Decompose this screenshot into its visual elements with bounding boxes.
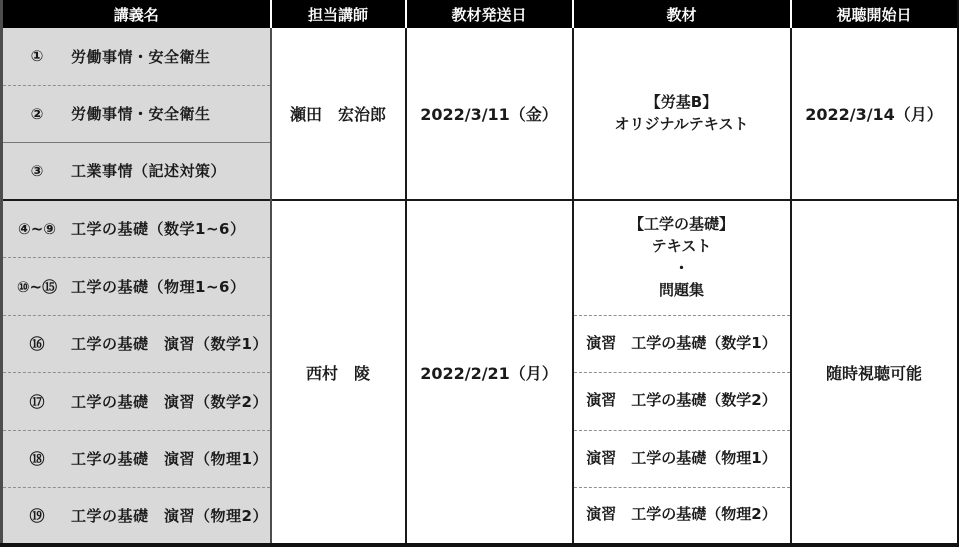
start-date-cell: 2022/3/14（月） [791, 28, 958, 200]
start-date-cell: 随時視聴可能 [791, 200, 958, 545]
lecture-number: ⑰ [29, 392, 45, 411]
header-cell-lecture-name: 講義名 [2, 0, 271, 28]
lecture-name: 工学の基礎 演習（数学2） [71, 392, 268, 411]
lecture-cell [2, 200, 271, 257]
lecture-name: 工学の基礎（数学1~6） [71, 220, 246, 239]
lecture-name: 労働事情・安全衛生 [71, 47, 211, 66]
table-row [2, 200, 958, 257]
lecture-cell [2, 372, 271, 430]
lecture-name: 工学の基礎（物理1~6） [71, 277, 246, 296]
lecture-name: 工学の基礎 演習（数学1） [71, 335, 268, 353]
lecture-name: 工学の基礎 演習（物理2） [71, 506, 268, 525]
lecture-name: 工業事情（記述対策） [71, 162, 227, 181]
lecture-cell [2, 142, 271, 200]
table-header [2, 0, 958, 28]
lecture-name: 工学の基礎 演習（物理1） [71, 450, 268, 468]
material-line: 【工学の基礎】 [628, 215, 734, 234]
ship-date-cell: 2022/3/11（金） [406, 28, 573, 200]
materials-cell [573, 28, 791, 200]
material-line: 【労基B】 [645, 92, 718, 111]
materials-cell: 演習 工学の基礎（数学1） [573, 315, 791, 372]
lecture-number: ③ [30, 161, 44, 180]
materials-cell: 演習 工学の基礎（物理2） [573, 487, 791, 545]
lecture-cell [2, 85, 271, 142]
header-row [2, 0, 958, 28]
instructor-cell: 西村 陵 [271, 200, 406, 545]
header-cell-start-date: 視聴開始日 [791, 0, 958, 28]
lecture-number: ② [30, 104, 44, 123]
lecture-cell [2, 315, 271, 372]
lecture-number: ④~⑨ [18, 219, 56, 238]
header-cell-materials: 教材 [573, 0, 791, 28]
lecture-number: ⑱ [29, 450, 45, 468]
lecture-number: ⑯ [29, 335, 45, 353]
lecture-cell [2, 430, 271, 487]
table-row [2, 28, 958, 85]
lecture-name: 労働事情・安全衛生 [71, 105, 211, 123]
materials-cell: 演習 工学の基礎（物理1） [573, 430, 791, 487]
lecture-cell [2, 257, 271, 315]
header-cell-ship-date: 教材発送日 [406, 0, 573, 28]
lecture-cell [2, 487, 271, 545]
instructor-cell: 瀬田 宏治郎 [271, 28, 406, 200]
lecture-number: ① [30, 47, 44, 66]
lecture-cell [2, 28, 271, 85]
material-line: ・ [673, 258, 689, 277]
material-line: テキスト [651, 237, 712, 255]
lecture-number: ⑩~⑮ [16, 277, 58, 296]
ship-date-cell: 2022/2/21（月） [406, 200, 573, 545]
material-line: 問題集 [658, 280, 704, 299]
material-line: オリジナルテキスト [614, 114, 749, 133]
materials-cell [573, 200, 791, 315]
lecture-number: ⑲ [29, 506, 45, 525]
header-cell-instructor: 担当講師 [271, 0, 406, 28]
materials-cell: 演習 工学の基礎（数学2） [573, 372, 791, 430]
